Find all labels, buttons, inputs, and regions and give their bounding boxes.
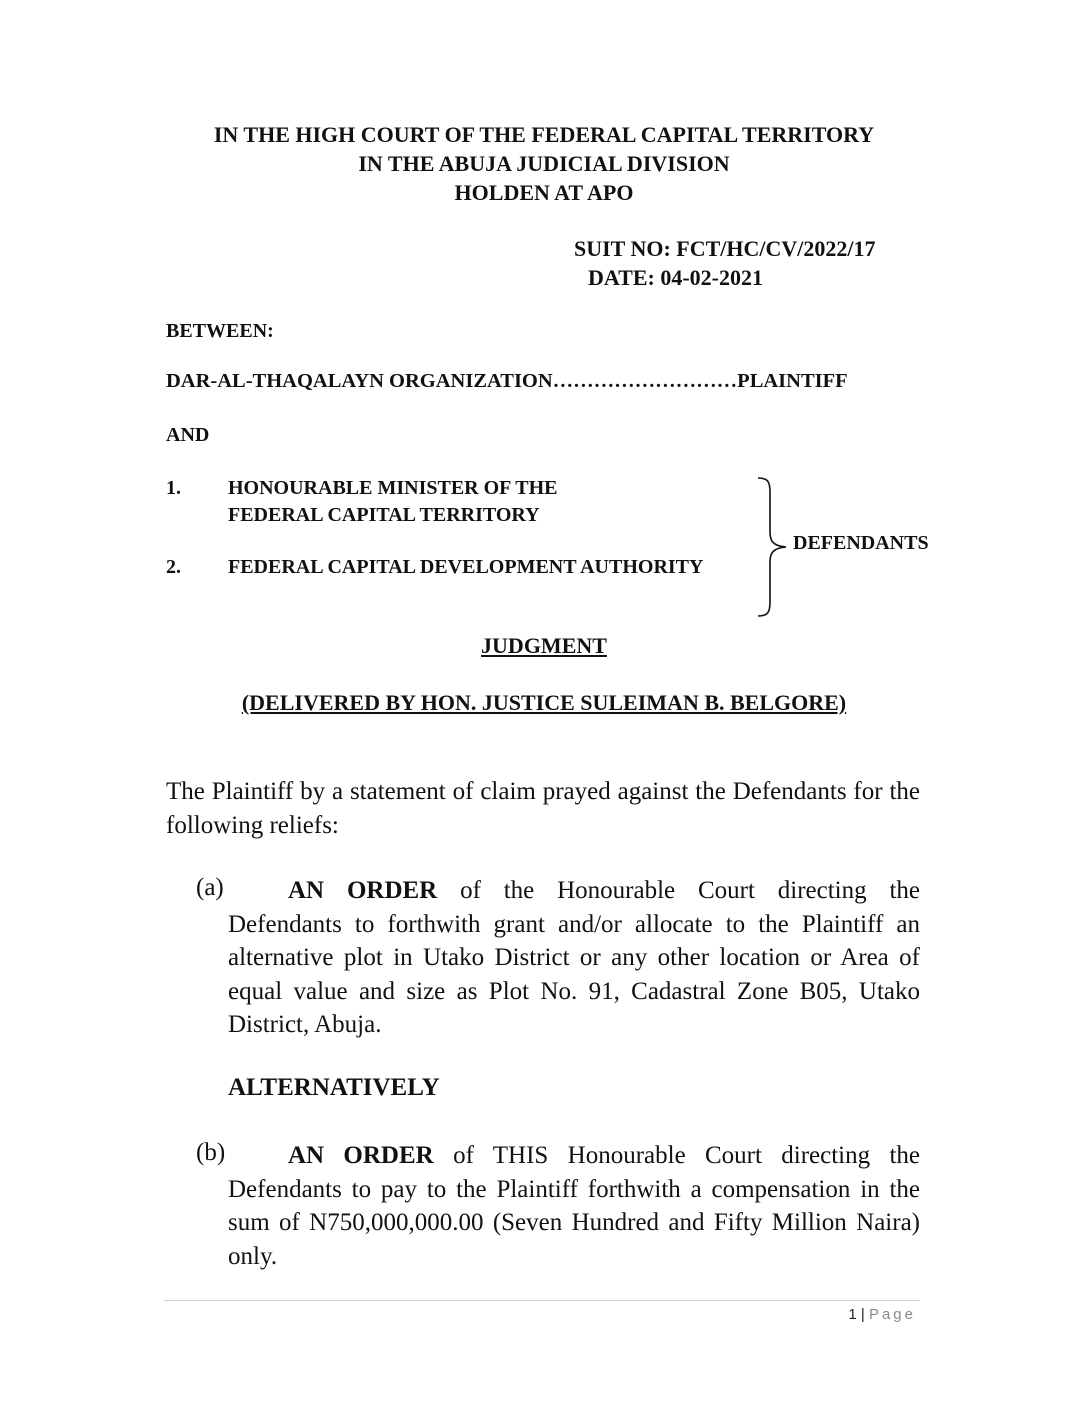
and-label: AND xyxy=(166,424,210,446)
page-separator: | xyxy=(860,1306,865,1323)
page-number: 1 xyxy=(848,1306,857,1323)
relief-a-paragraph xyxy=(228,874,920,1042)
case-date: DATE: 04-02-2021 xyxy=(588,265,763,290)
relief-b-paragraph xyxy=(228,1139,920,1273)
holden-at: HOLDEN AT APO xyxy=(454,180,634,205)
relief-a-lead: AN ORDER xyxy=(288,877,438,904)
page-footer xyxy=(848,1306,916,1323)
division-title: IN THE ABUJA JUDICIAL DIVISION xyxy=(358,151,730,176)
between-label: BETWEEN: xyxy=(166,320,274,342)
curly-brace-icon xyxy=(756,476,790,618)
intro-paragraph: The Plaintiff by a statement of claim prayed against the Defendants for the following reliefs: xyxy=(166,778,920,839)
defendant-1-name-line2: FEDERAL CAPITAL TERRITORY xyxy=(228,504,540,526)
alternatively-heading: ALTERNATIVELY xyxy=(228,1074,440,1101)
defendants-label: DEFENDANTS xyxy=(793,532,929,554)
relief-b-text: of THIS Honourable Court directing the Defendants to pay to the Plaintiff forthwith a compensation in the sum of N750,000,000.00 (Seven Hundred and Fifty Million Naira) only. xyxy=(228,1142,920,1270)
page-label: Page xyxy=(868,1306,916,1323)
defendant-1-name-line1: HONOURABLE MINISTER OF THE xyxy=(228,477,558,499)
relief-a-text: of the Honourable Court directing the Defendants to forthwith grant and/or allocate to the Plaintiff an alternative plot in Utako District or any other location or Area of equal value and size as Plot No. 91, Cadastral Zone B05, Utako District, Abuja. xyxy=(228,877,920,1038)
plaintiff-line: DAR-AL-THAQALAYN ORGANIZATION………………………PLAINTIFF xyxy=(166,370,848,392)
judgment-title: JUDGMENT xyxy=(481,633,607,658)
footer-divider xyxy=(164,1300,920,1301)
defendant-2-number: 2. xyxy=(166,556,181,578)
relief-b-letter: (b) xyxy=(196,1139,226,1166)
relief-b-lead: AN ORDER xyxy=(288,1142,434,1169)
defendant-1-number: 1. xyxy=(166,477,181,499)
relief-a-letter: (a) xyxy=(196,874,224,901)
defendant-2-name: FEDERAL CAPITAL DEVELOPMENT AUTHORITY xyxy=(228,556,704,578)
court-title: IN THE HIGH COURT OF THE FEDERAL CAPITAL TERRITORY xyxy=(213,122,875,147)
suit-number: SUIT NO: FCT/HC/CV/2022/17 xyxy=(574,236,876,261)
delivered-by: (DELIVERED BY HON. JUSTICE SULEIMAN B. BELGORE) xyxy=(241,690,847,715)
